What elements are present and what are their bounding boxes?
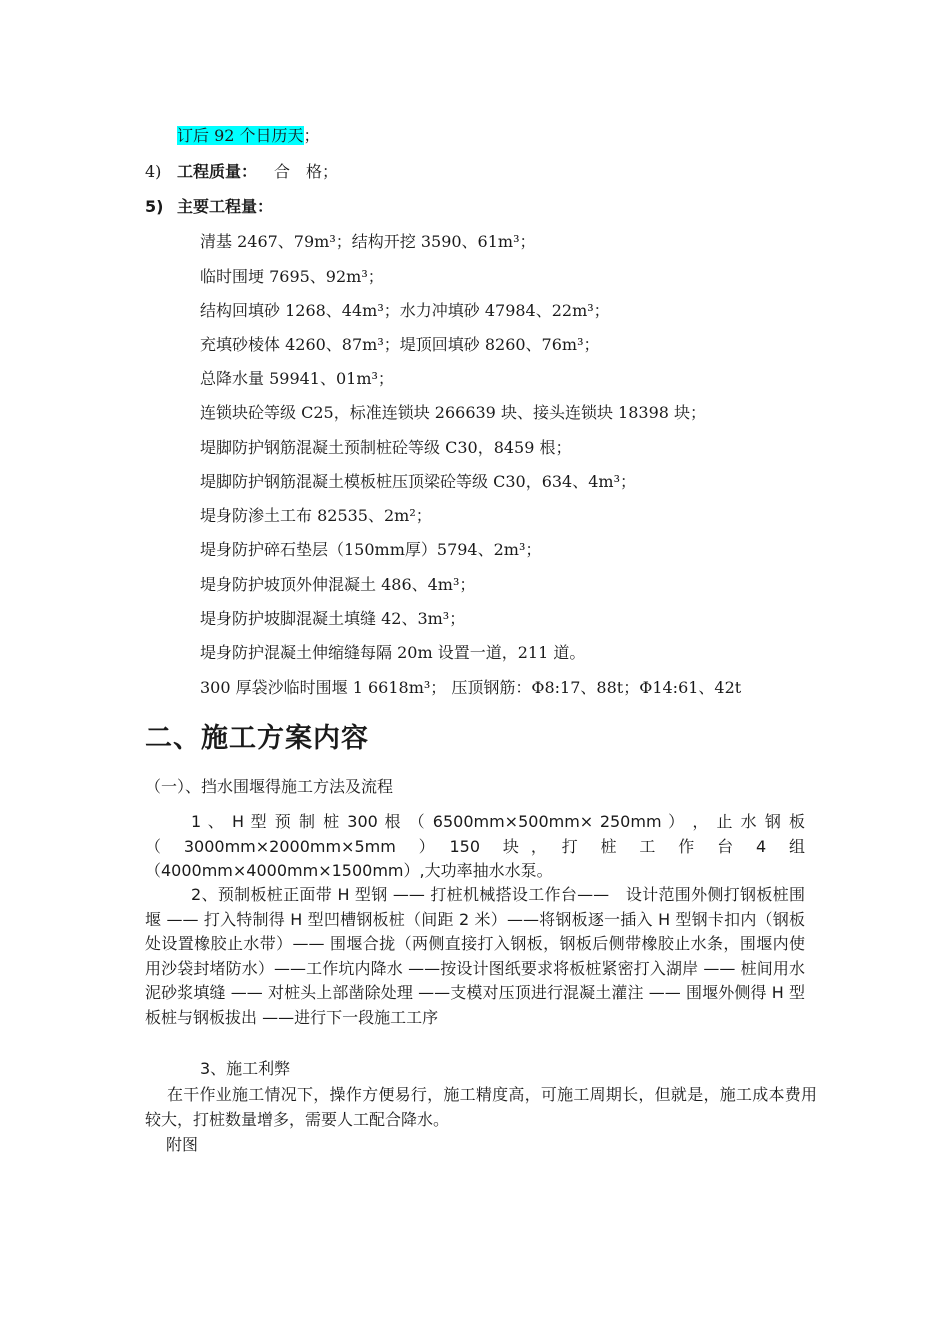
highlighted-text: 订后 92 个日历天 [177,126,304,145]
quantity-line: 300 厚袋沙临时围堰 1 6618m³； 压顶钢筋：Φ8:17、88t；Φ14:61、42t [200,678,742,697]
paragraph-line: （4000mm×4000mm×1500mm）,大功率抽水水泵。 [145,861,553,880]
quantity-line: 堤脚防护钢筋混凝土预制桩砼等级 C30，8459 根； [200,438,572,457]
quantity-line: 清基 2467、79m³；结构开挖 3590、61m³； [200,232,536,251]
quantity-line: 总降水量 59941、01m³； [200,369,394,388]
paragraph-materials [145,810,805,884]
item-4 [145,161,339,183]
quantity-line: 充填砂棱体 4260、87m³；堤顶回填砂 8260、76m³； [200,335,600,354]
quantity-line: 连锁块砼等级 C25，标准连锁块 266639 块、接头连锁块 18398 块； [200,403,707,422]
quantity-line: 堤身防护碎石垫层（150mm厚）5794、2m³； [200,540,542,559]
punctuation: ； [303,126,320,145]
item-number: 5) [145,197,164,216]
quantity-line: 临时围埂 7695、92m³； [200,267,384,286]
item-label: 工程质量： [177,162,258,181]
item-label: 主要工程量： [177,197,274,216]
subsection-title: （一）、挡水围堰得施工方法及流程 [145,777,394,796]
quantity-line: 堤脚防护钢筋混凝土模板桩压顶梁砼等级 C30，634、4m³； [200,472,636,491]
schedule-line [177,125,320,147]
section-title: 二、施工方案内容 [145,723,369,754]
figure-label: 附图 [166,1135,199,1154]
item-5 [145,196,274,218]
quantity-line: 堤身防护坡顶外伸混凝土 486、4m³； [200,575,476,594]
item-3-title: 3、施工利弊 [200,1059,291,1078]
quantity-line: 堤身防护混凝土伸缩缝每隔 20m 设置一道，211 道。 [200,643,586,662]
item-value: 合 格； [274,162,339,181]
paragraph-line: 1 、 H 型 预 制 桩 300 根 （ 6500mm×500mm× 250mm ） ， 止 水 钢 板 [191,812,805,831]
paragraph-process: 2、预制板桩正面带 H 型钢 —— 打桩机械搭设工作台—— 设计范围外侧打钢板桩围堰 —— 打入特制得 H 型凹槽钢板桩（间距 2 米）——将钢板逐一插入 H 型钢卡扣内（钢板处设置橡胶止水带）—— 围堰合拢（两侧直接打入钢板，钢板后侧带橡胶止水条，围堰内使用沙袋封堵防水）——工作坑内降水 ——按设计图纸要求将板桩紧密打入湖岸 —— 桩间用水泥砂浆填缝 —— 对桩头上部凿除处理 ——支模对压顶进行混凝土灌注 —— 围堰外侧得 H 型板桩与钢板拔出 ——进行下一段施工工序 [145,885,805,1027]
quantity-line: 结构回填砂 1268、44m³；水力冲填砂 47984、22m³； [200,301,610,320]
quantity-line: 堤身防护坡脚混凝土填缝 42、3m³； [200,609,466,628]
paragraph-pros-cons: 在干作业施工情况下，操作方便易行，施工精度高，可施工周期长，但就是，施工成本费用较大，打桩数量增多，需要人工配合降水。 [145,1085,817,1129]
item-number: 4) [145,162,162,181]
paragraph-line: （ 3000mm×2000mm×5mm ） 150 块 ， 打 桩 工 作 台 4 组 [145,836,805,856]
quantity-line: 堤身防渗土工布 82535、2m²； [200,506,432,525]
